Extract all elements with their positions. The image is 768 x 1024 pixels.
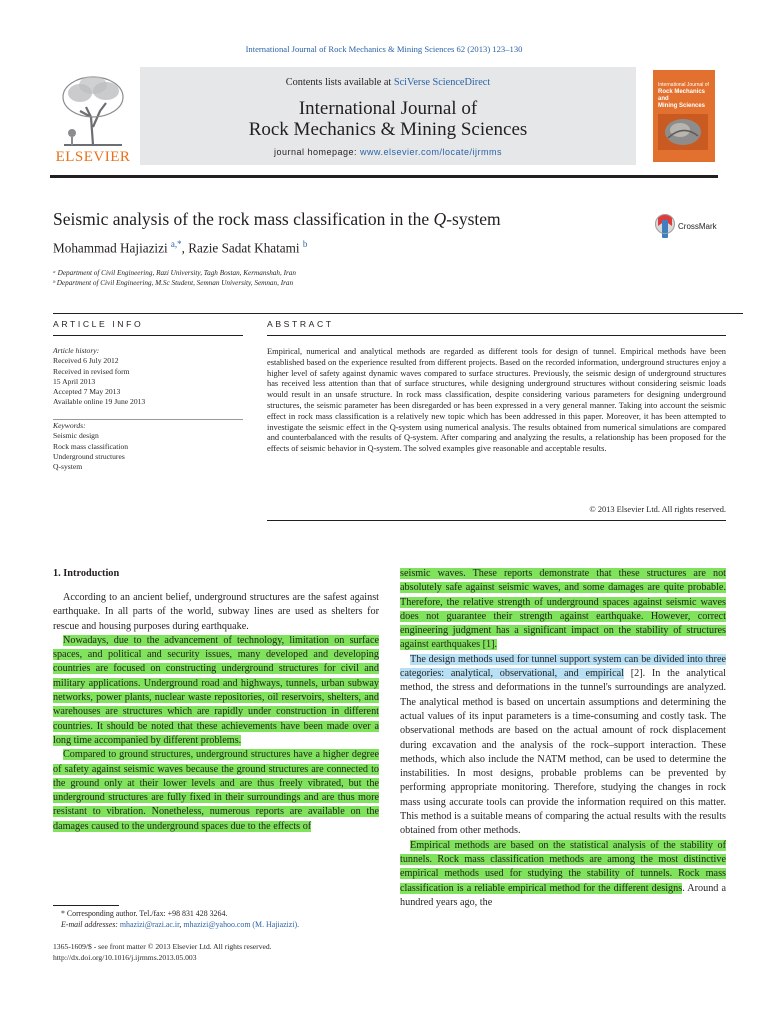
highlighted-text-blue[interactable]: The design methods used for tunnel support system can be divided into three categories: analytical, observational, and empirical xyxy=(400,653,726,680)
corresponding-author-footnote xyxy=(53,909,383,930)
cover-line: and xyxy=(658,96,669,102)
homepage-link[interactable]: www.elsevier.com/locate/ijrmms xyxy=(360,147,503,157)
issn-doi-block xyxy=(53,942,383,963)
history-item: Received in revised form xyxy=(53,366,130,376)
abstract-bottom-rule xyxy=(267,520,726,521)
abstract-copyright: © 2013 Elsevier Ltd. All rights reserved. xyxy=(589,505,726,514)
footnote-rule xyxy=(53,905,119,906)
cover-line: Rock Mechanics xyxy=(658,89,706,95)
header-rule xyxy=(50,175,718,178)
highlighted-text[interactable]: Compared to ground structures, underground structures have a higher degree of safety against seismic waves because the ground structures are connected to the ground only at their lower levels and are thus freely vibrated, but the underground structures are fully fixed in their surroundings and are thus more resistant to vibration. Nonetheless, numerous reports are available on the damages caused to the underground spaces due to the effects of xyxy=(53,749,379,832)
contents-line xyxy=(140,77,636,88)
highlighted-text[interactable]: Nowadays, due to the advancement of technology, limitation on surface spaces, and political and security issues, many developed and developing countries are focused on constructing underground structures for civil and military applications. Underground road and highways, tunnels, urban subway networks, power plants, nuclear waste repositories, oil reservoirs, shelters, and warehouses are structures which are rapidly under construction in different countries. It should be noted that these achievements have been made over a long time accompanied by different problems. xyxy=(53,634,379,746)
article-info-heading: ARTICLE INFO xyxy=(53,319,144,329)
title-part: Seismic analysis of the rock mass classification in the xyxy=(53,209,434,229)
cover-line: Mining Sciences xyxy=(658,103,706,109)
affiliation-a: ᵃ Department of Civil Engineering, Razi University, Tagh Bostan, Kermanshah, Iran xyxy=(53,269,296,277)
email-label: E-mail addresses: xyxy=(61,919,120,929)
journal-masthead xyxy=(50,67,718,171)
cover-title xyxy=(658,82,714,110)
elsevier-wordmark: ELSEVIER xyxy=(55,149,131,165)
cover-line: International Journal of xyxy=(658,82,709,88)
abstract-text: Empirical, numerical and analytical methods are regarded as different tools for design of tunnel. Empirical methods have been established based on the experience resulted from different projects. Based on the recorded information, underground structures enjoy a higher level of safety against dynamic waves compared to surface structures. Previously, the seismic design of underground structures has received less attention than that of surface structures, while designing underground structures without considering seismic loads would result in an unsafe structure. In rock mass classification, despite considering various parameters for designing underground structures, the seismic parameter has been disregarded or has been expressed in a very general manner. Taking into account the seismic effect in rock mass classification is a relatively new topic which has been addressed in this paper. Moreover, it has been attempted to investigate the seismic effect in the Q-system using numerical analysis. The results obtained from numerical simulations are compared and counterbalanced with the results of Q-system. After comparing and analyzing the results, a relationship has been proposed for the effects of seismic behavior in Q-system. The solved examples give reasonable and acceptable results. xyxy=(267,347,726,454)
author-name: Mohammad Hajiazizi xyxy=(53,240,168,256)
journal-citation[interactable]: International Journal of Rock Mechanics & Mining Sciences 62 (2013) 123–130 xyxy=(245,44,523,54)
body-paragraph xyxy=(400,839,726,910)
journal-homepage xyxy=(140,147,636,157)
crossmark-icon xyxy=(654,212,676,240)
title-part-italic: Q xyxy=(433,209,447,229)
author-affiliation-marker[interactable]: a,* xyxy=(170,239,182,249)
keywords-heading: Keywords: xyxy=(53,421,86,430)
body-right-column xyxy=(400,567,726,910)
author-affiliation-marker[interactable]: b xyxy=(302,239,308,249)
doi-link[interactable]: http://dx.doi.org/10.1016/j.ijrmms.2013.05.003 xyxy=(53,952,197,962)
sciencedirect-link[interactable]: SciVerse ScienceDirect xyxy=(393,77,491,88)
abstract-rule xyxy=(267,335,726,336)
author-name: Razie Sadat Khatami xyxy=(188,240,300,256)
body-left-column xyxy=(53,591,379,834)
journal-title-line1: International Journal of xyxy=(298,98,478,119)
journal-cover-thumbnail xyxy=(653,70,715,162)
email-link[interactable]: mhazizi@yahoo.com (M. Hajiazizi). xyxy=(183,919,300,929)
footnote-corresponding: * Corresponding author. Tel./fax: +98 831 428 3264. xyxy=(61,909,228,918)
history-item: Accepted 7 May 2013 xyxy=(53,387,121,397)
highlighted-text[interactable]: seismic waves. These reports demonstrate that these structures are not absolutely safe against seismic waves, and some damages are quite probable. Therefore, the relative strength of underground spaces against seismic waves does not guarantee their strength against earthquake. However, correct engineering judgment has a significant impact on the stability of structures against earthquakes [1]. xyxy=(400,568,726,651)
keyword-item: Underground structures xyxy=(53,451,125,461)
author-list: Mohammad Hajiazizi $^{a,*}$, Razie Sadat Khatami $^b$ xyxy=(53,239,308,256)
body-text: [2]. In the analytical method, the stress and deformations in the tunnel's surroundings are analyzed. The analytical method is based on uncertain assumptions and determining the actual values of its input parameters is a time-consuming and costly task. The observational methods are based on the actual amount of rock displacement during excavation and the analysis of the rock–support interaction. These methods, which also include the NATM method, can be used to determine the instabilities. In most designs, probable problems can be prevented by performing appropriate monitoring. Therefore, studying the changes in rock mass using accurate tools can provide the information required on this matter. This method is a suitable means of comparing the actual results with the results obtained from other methods. xyxy=(400,668,726,837)
affiliation-b: ᵇ Department of Civil Engineering, M.Sc Student, Semnan University, Semnan, Iran xyxy=(53,279,294,288)
section-heading-introduction: 1. Introduction xyxy=(53,568,120,579)
contents-prefix: Contents lists available at xyxy=(285,77,394,88)
footnote-emails xyxy=(53,920,383,931)
keyword-item: Seismic design xyxy=(53,431,99,441)
article-title xyxy=(53,209,633,230)
abstract-heading: ABSTRACT xyxy=(267,319,334,329)
issn-line: 1365-1609/$ - see front matter © 2013 Elsevier Ltd. All rights reserved. xyxy=(53,942,272,951)
body-paragraph xyxy=(53,634,379,748)
affiliations xyxy=(53,268,296,289)
section-rule xyxy=(53,313,743,314)
history-item: 15 April 2013 xyxy=(53,376,96,386)
history-heading: Article history: xyxy=(53,346,100,355)
history-item: Received 6 July 2012 xyxy=(53,356,119,366)
body-paragraph xyxy=(400,653,726,839)
keyword-item: Q-system xyxy=(53,462,83,472)
body-text: . Around a hundred years ago, the xyxy=(400,882,726,908)
article-history xyxy=(53,346,243,408)
body-paragraph xyxy=(53,748,379,834)
history-item: Available online 19 June 2013 xyxy=(53,397,146,407)
info-separator xyxy=(53,419,243,420)
homepage-prefix: journal homepage: xyxy=(273,147,361,157)
journal-title-box xyxy=(140,67,636,165)
cover-rock-image-icon xyxy=(658,114,708,150)
journal-title xyxy=(140,98,636,140)
title-part: -system xyxy=(446,209,501,229)
info-rule xyxy=(53,335,243,336)
keywords xyxy=(53,421,243,472)
email-separator: , xyxy=(179,919,184,929)
body-paragraph: According to an ancient belief, underground structures are the safest against earthquake. In all parts of the world, subway lines are used as shelters for rescue and housing purposes during earthquake. xyxy=(53,592,379,632)
journal-title-line2: Rock Mechanics & Mining Sciences xyxy=(248,119,528,140)
keyword-item: Rock mass classification xyxy=(53,441,129,451)
crossmark-badge[interactable] xyxy=(654,212,722,242)
crossmark-label: CrossMark xyxy=(678,222,717,231)
body-paragraph xyxy=(400,567,726,653)
email-link[interactable]: mhazizi@razi.ac.ir xyxy=(119,919,180,929)
highlighted-text[interactable]: Empirical methods are based on the statistical analysis of the stability of tunnels. Rock mass classification methods are among the most distinctive empirical methods used for studying the stability of tunnels. Rock mass classification is a reliable empirical method for the different designs xyxy=(400,839,726,894)
